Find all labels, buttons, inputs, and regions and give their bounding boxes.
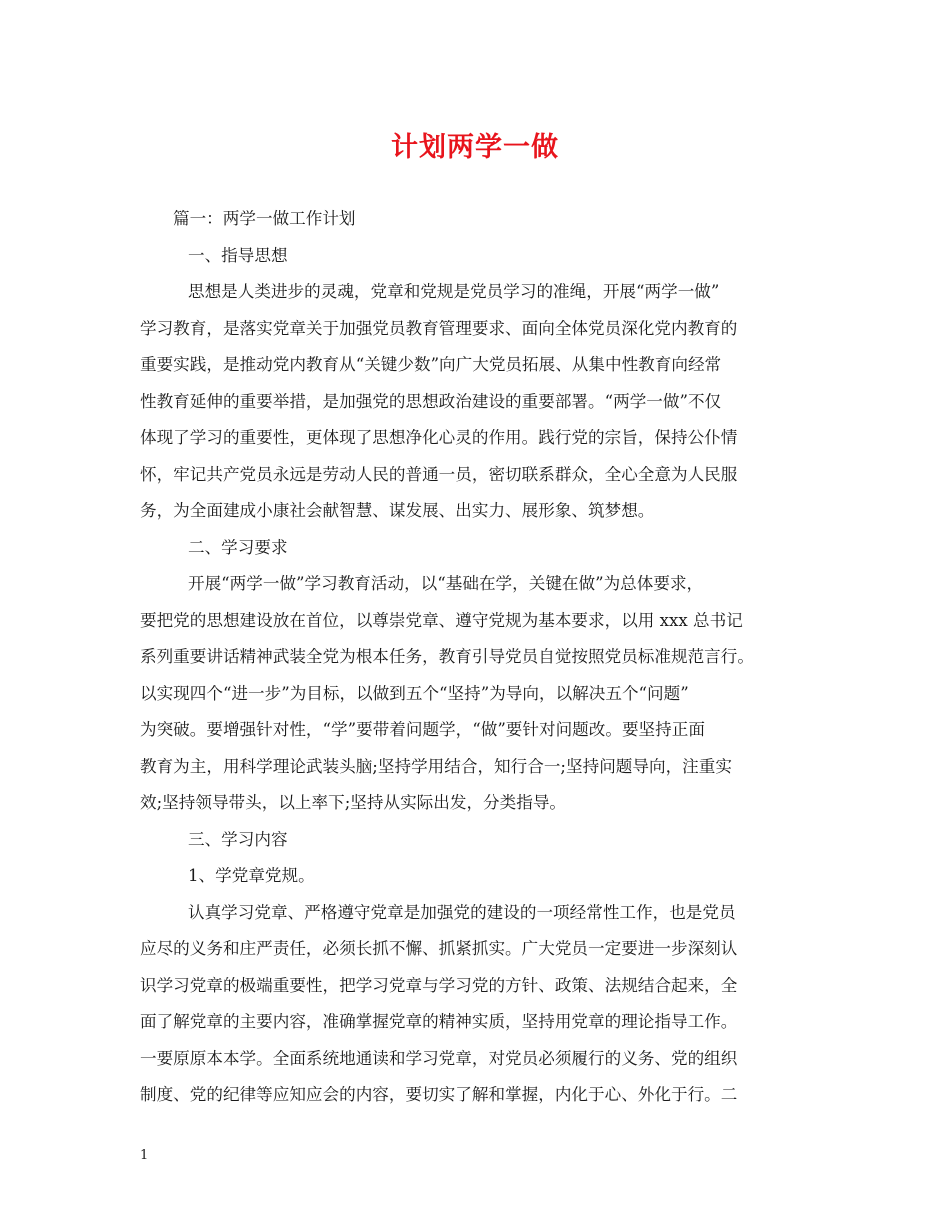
- text-line: 一要原原本本学。全面系统地通读和学习党章，对党员必须履行的义务、党的组织: [140, 1048, 738, 1068]
- text-line: 教育为主，用科学理论武装头脑;坚持学用结合，知行合一;坚持问题导向，注重实: [140, 756, 732, 776]
- text-line: 性教育延伸的重要举措，是加强党的思想政治建设的重要部署。“两学一做”不仅: [140, 391, 722, 411]
- text-line: 开展“两学一做”学习教育活动，以“基础在学，关键在做”为总体要求，: [188, 574, 704, 593]
- document-body: [140, 201, 816, 1114]
- text-line: 思想是人类进步的灵魂，党章和党规是党员学习的准绳，开展“两学一做”: [188, 282, 720, 301]
- text-line: 识学习党章的极端重要性，把学习党章与学习党的方针、政策、法规结合起来，全: [140, 975, 738, 995]
- text-line: 制度、党的纪律等应知应会的内容，要切实了解和掌握，内化于心、外化于行。二: [140, 1085, 738, 1104]
- text-line: 1、学党章党规。: [188, 866, 315, 885]
- text-line: 篇一：两学一做工作计划: [173, 209, 356, 228]
- text-line: 学习教育，是落实党章关于加强党员教育管理要求、面向全体党员深化党内教育的: [140, 318, 738, 338]
- text-line: 认真学习党章、严格遵守党章是加强党的建设的一项经常性工作，也是党员: [188, 902, 736, 922]
- text-line: 务，为全面建成小康社会献智慧、谋发展、出实力、展形象、筑梦想。: [140, 501, 655, 520]
- text-line: 一、指导思想: [188, 245, 288, 265]
- page-number: 1: [140, 1148, 149, 1163]
- text-line: 为突破。要增强针对性，“学”要带着问题学，“做”要针对问题改。要坚持正面: [140, 720, 705, 739]
- text-line: 怀，牢记共产党员永远是劳动人民的普通一员，密切联系群众，全心全意为人民服: [140, 464, 738, 484]
- text-line: 系列重要讲话精神武装全党为根本任务，教育引导党员自觉按照党员标准规范言行。: [140, 647, 754, 666]
- text-line: 二、学习要求: [188, 537, 288, 557]
- text-line: 体现了学习的重要性，更体现了思想净化心灵的作用。践行党的宗旨，保持公仆情: [140, 428, 738, 447]
- text-line: 以实现四个“进一步”为目标，以做到五个“坚持”为导向，以解决五个“问题”: [140, 683, 689, 703]
- text-line: 效;坚持领导带头，以上率下;坚持从实际出发，分类指导。: [140, 793, 567, 812]
- text-line: 要把党的思想建设放在首位，以尊崇党章、遵守党规为基本要求，以用 xxx 总书记: [140, 610, 743, 630]
- document-title: 计划两学一做: [391, 132, 559, 163]
- text-line: 三、学习内容: [188, 829, 288, 849]
- text-line: 面了解党章的主要内容，准确掌握党章的精神实质，坚持用党章的理论指导工作。: [140, 1012, 738, 1031]
- text-line: 重要实践，是推动党内教育从“关键少数”向广大党员拓展、从集中性教育向经常: [140, 355, 722, 374]
- text-line: 应尽的义务和庄严责任，必须长抓不懈、抓紧抓实。广大党员一定要进一步深刻认: [140, 939, 738, 958]
